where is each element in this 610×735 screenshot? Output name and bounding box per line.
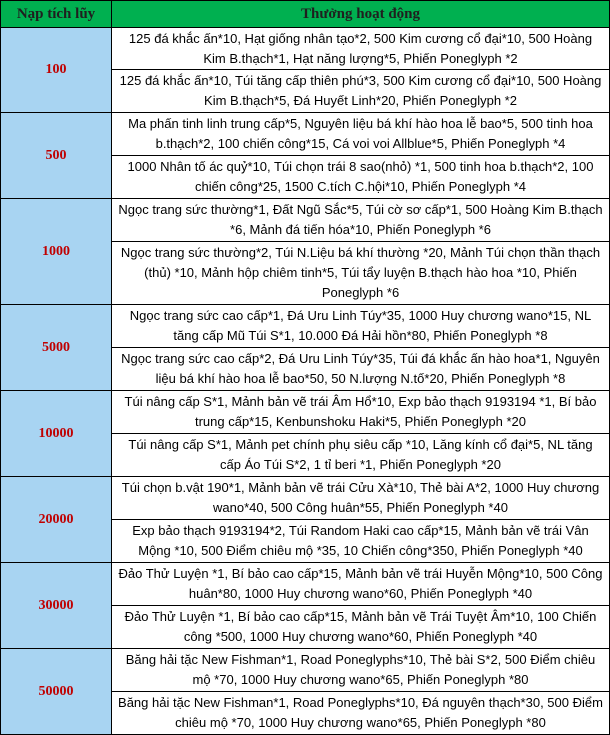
header-row (1, 1, 610, 28)
reward-cell: Ngọc trang sức cao cấp*1, Đá Uru Linh Túy*35, 1000 Huy chương wano*15, NL tăng cấp Mũ Túi S*1, 10.000 Đá Hải hồn*80, Phiến Poneglyph *8 (112, 305, 610, 348)
reward-cell: 125 đá khắc ấn*10, Hạt giống nhân tạo*2, 500 Kim cương cổ đại*10, 500 Hoàng Kim B.thạch*1, Hạt năng lượng*5, Phiến Poneglyph *2 (112, 28, 610, 70)
reward-cell: Ma phấn tinh linh trung cấp*5, Nguyên liệu bá khí hào hoa lễ bao*5, 500 tinh hoa b.thạch*2, 100 chiến công*15, Cá voi voi Allblue*5, Phiến Poneglyph *4 (112, 113, 610, 156)
reward-cell: Ngọc trang sức thường*1, Đất Ngũ Sắc*5, Túi cờ sơ cấp*1, 500 Hoàng Kim B.thạch *6, Mảnh đá tiến hóa*10, Phiến Poneglyph *6 (112, 199, 610, 242)
table-row (1, 649, 610, 692)
reward-cell: Băng hải tặc New Fishman*1, Road Poneglyphs*10, Thẻ bài S*2, 500 Điểm chiêu mộ *70, 1000 Huy chương wano*65, Phiến Poneglyph *80 (112, 649, 610, 692)
header-reward: Thưởng hoạt động (112, 1, 610, 28)
table-row (1, 391, 610, 434)
reward-cell: Đảo Thử Luyện *1, Bí bảo cao cấp*15, Mảnh bản vẽ Trái Tuyệt Âm*10, 100 Chiến công *500, 1000 Huy chương wano*60, Phiến Poneglyph *40 (112, 606, 610, 649)
reward-cell: Ngọc trang sức cao cấp*2, Đá Uru Linh Túy*35, Túi đá khắc ấn hào hoa*1, Nguyên liệu bá khí hào hoa lễ bao*50, 50 N.lượng N.tố*20, Phiến Poneglyph *8 (112, 348, 610, 391)
table-body (1, 28, 610, 735)
tier-amount: 1000 (1, 199, 112, 305)
reward-cell: Túi nâng cấp S*1, Mảnh bản vẽ trái Âm Hổ*10, Exp bảo thạch 9193194 *1, Bí bảo trung cấp*15, Kenbunshoku Haki*5, Phiến Poneglyph *20 (112, 391, 610, 434)
tier-amount: 100 (1, 28, 112, 113)
tier-amount: 30000 (1, 563, 112, 649)
tier-amount: 500 (1, 113, 112, 199)
table-row (1, 305, 610, 348)
reward-cell: Đảo Thử Luyện *1, Bí bảo cao cấp*15, Mảnh bản vẽ trái Huyễn Mộng*10, 500 Công huân*80, 1000 Huy chương wano*60, Phiến Poneglyph *40 (112, 563, 610, 606)
reward-cell: Ngọc trang sức thường*2, Túi N.Liệu bá khí thường *20, Mảnh Túi chọn thần thạch (thủ) *10, Mảnh hộp chiêm tinh*5, Túi tẩy luyện B.thạch hào hoa *10, Phiến Poneglyph *6 (112, 242, 610, 305)
reward-cell: 125 đá khắc ấn*10, Túi tăng cấp thiên phú*3, 500 Kim cương cổ đại*10, 500 Hoàng Kim B.thạch*5, Đá Huyết Linh*20, Phiến Poneglyph *2 (112, 70, 610, 113)
table-row (1, 28, 610, 70)
reward-cell: Exp bảo thạch 9193194*2, Túi Random Haki cao cấp*15, Mảnh bản vẽ trái Vân Mộng *10, 500 Điểm chiêu mộ *35, 10 Chiến công*350, Phiến Poneglyph *40 (112, 520, 610, 563)
table-row (1, 563, 610, 606)
reward-cell: Túi chọn b.vật 190*1, Mảnh bản vẽ trái Cửu Xà*10, Thẻ bài A*2, 1000 Huy chương wano*40, 500 Công huân*55, Phiến Poneglyph *40 (112, 477, 610, 520)
tier-amount: 5000 (1, 305, 112, 391)
reward-cell: Túi nâng cấp S*1, Mảnh pet chính phụ siêu cấp *10, Lăng kính cổ đại*5, NL tăng cấp Áo Túi S*2, 1 tỉ beri *1, Phiến Poneglyph *20 (112, 434, 610, 477)
tier-amount: 10000 (1, 391, 112, 477)
reward-cell: Băng hải tặc New Fishman*1, Road Poneglyphs*10, Đá nguyên thạch*30, 500 Điểm chiêu mộ *70, 1000 Huy chương wano*65, Phiến Poneglyph *80 (112, 692, 610, 735)
table-row (1, 477, 610, 520)
tier-amount: 20000 (1, 477, 112, 563)
tier-amount: 50000 (1, 649, 112, 735)
table-row (1, 199, 610, 242)
table-row (1, 113, 610, 156)
reward-cell: 1000 Nhân tố ác quỷ*10, Túi chọn trái 8 sao(nhỏ) *1, 500 tinh hoa b.thạch*2, 100 chiến công*25, 1500 C.tích C.hội*10, Phiến Poneglyph *4 (112, 156, 610, 199)
header-tier: Nạp tích lũy (1, 1, 112, 28)
